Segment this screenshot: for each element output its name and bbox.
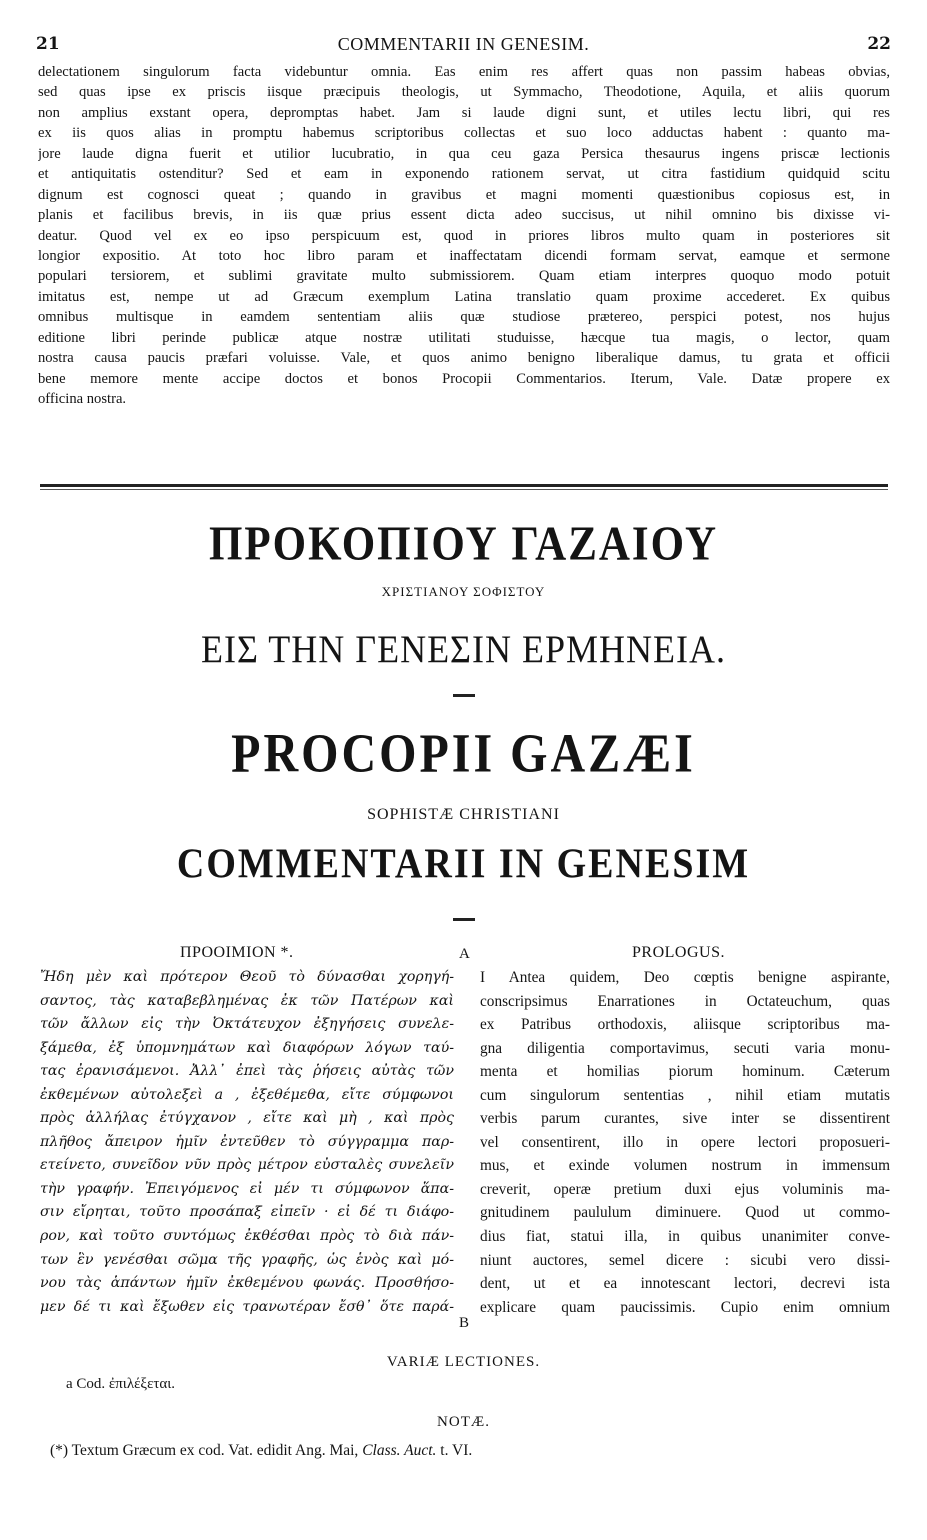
latin-subtitle: SOPHISTÆ CHRISTIANI <box>367 806 560 823</box>
text-line: μεν δέ τι καὶ ἔξωθεν εἰς τρανωτέραν ἔσθ᾽ ὅτε παρά- <box>40 1298 454 1315</box>
text-line: imitatus est, nempe ut ad Græcum exemplum Latina translatio quam proxime accederet. Ex quibus <box>38 288 890 305</box>
column-marker-a: A <box>459 946 470 962</box>
latin-column-text <box>480 966 890 1319</box>
text-line: omnibus multisque in eamdem sententiam aliis quæ studiose prætereo, perspici potest, nos hujus <box>38 309 890 326</box>
text-line: πρὸς ἀλλήλας ἐτύγχανον , εἴτε καὶ μὴ , καὶ πρὸς <box>40 1110 454 1127</box>
text-line: dent, ut et ea innotescant lectori, decrevi ista <box>480 1275 890 1293</box>
running-title: COMMENTARII IN GENESIM. <box>337 34 590 54</box>
latin-column-heading: PROLOGUS. <box>632 944 725 961</box>
text-line: menta et homilias piorum hominum. Cæterum <box>480 1063 890 1081</box>
variae-lectiones-heading: VARIÆ LECTIONES. <box>386 1354 541 1370</box>
text-line: τῶν ἄλλων εἰς τὴν Ὀκτάτευχον ἐξηγήσεις συνελε- <box>40 1016 454 1033</box>
text-line: ex iis quos alias in promptu habemus scriptoribus collectas et suo loco adductas habent : quanto ma- <box>38 125 890 142</box>
greek-subtitle: ΧΡΙΣΤΙΑΝΟΥ ΣΟΦΙΣΤΟΥ <box>381 584 546 599</box>
preface-text <box>38 62 890 409</box>
text-line: vel consentirent, illo in opere lectori proposueri- <box>480 1133 890 1151</box>
text-line: jore laude digna fuerit et utilior lucubratio, in qua ceu gaza Persica thesaurus ingens priscæ lectionis <box>38 145 890 162</box>
latin-title-line2: COMMENTARII IN GENESIM <box>176 840 751 888</box>
text-line: dius fiat, statui illa, in quibus unanimiter conve- <box>480 1228 890 1246</box>
text-line: dignum est cognosci queat ; quando in gravibus et magni momenti quæstionibus copiosus est, in <box>38 186 890 203</box>
text-line: et antiquitatis ostenditur? Sed et eam in exponendo rationem servat, ut citra fastidium quidquid scitu <box>38 166 890 183</box>
text-line: creverit, operæ pretium duxi ejus voluminis ma- <box>480 1180 890 1198</box>
text-line: τας ἐρανισάμενοι. Ἀλλ᾽ ἐπεὶ τὰς ῥήσεις αὐτὰς τῶν <box>40 1063 454 1080</box>
title-separator-2 <box>453 918 475 921</box>
text-line: populari tersiorem, et sublimi gravitate multo submissiorem. Quam etiam interpres quoquo modo potuit <box>38 268 890 285</box>
text-line: officina nostra. <box>38 391 127 407</box>
section-rule <box>40 484 888 487</box>
notae-note-suffix: t. VI. <box>440 1442 473 1459</box>
running-head <box>36 34 891 56</box>
text-line: ρον, καὶ τοῦτο συντόμως ἐκθέσθαι πρὸς τὸ διὰ πάν- <box>40 1228 454 1245</box>
text-line: νου τὰς ἁπάντων ἡμῖν ἐκθεμένου φωνάς. Προσθήσο- <box>40 1275 454 1292</box>
text-line: niunt auctores, semel dicere : sicubi vero dissi- <box>480 1251 890 1269</box>
text-line: non amplius exstant opera, depromptas habet. Jam si laude digni sunt, et utiles lectu libri, qui res <box>38 104 890 121</box>
text-line: ἐκθεμένων αὐτολεξεὶ a , ἐξεθέμεθα, εἴτε σύμφωνοι <box>40 1086 454 1103</box>
text-line: I Antea quidem, Deo cœptis benigne aspirante, <box>480 969 890 986</box>
notae-note-italic: Class. Auct. <box>362 1442 437 1459</box>
text-line: gnitudinem paululum diminuere. Quod ut commo- <box>480 1204 890 1222</box>
section-rule-thin <box>40 489 888 490</box>
latin-title: PROCOPII GAZÆI <box>231 723 696 784</box>
notae-note <box>50 1442 472 1460</box>
text-line: πλῆθος ἄπειρον ἡμῖν ἐντεῦθεν τὸ σύγγραμμα παρ- <box>40 1133 454 1150</box>
variae-lectiones-note: a Cod. ἐπιλέξεται. <box>66 1376 176 1392</box>
text-line: των ἓν γενέσθαι σῶμα τῆς γραφῆς, ὡς ἑνὸς καὶ μό- <box>40 1251 454 1268</box>
notae-heading: NOTÆ. <box>437 1414 490 1430</box>
text-line: sed quas ipse ex priscis iisque præcipuis theologis, ut Symmacho, Theodotione, Aquila, et aliis quorum <box>38 84 890 101</box>
text-line: σιν εἴρηται, τοῦτο προσάπαξ εἰπεῖν · εἰ δέ τι διάφο- <box>40 1204 454 1221</box>
greek-title-line2: ΕΙΣ ΤΗΝ ΓΕΝΕΣΙΝ ΕΡΜΗΝΕΙΑ. <box>201 627 726 671</box>
text-line: editione libri perinde publicæ atque nostræ utilitati studuisse, hæcque tua magis, o lector, quam <box>38 329 890 346</box>
text-line: Ἤδη μὲν καὶ πρότερον Θεοῦ τὸ δύνασθαι χορηγή- <box>40 969 454 985</box>
text-line: σαντος, τὰς καταβεβλημένας ἐκ τῶν Πατέρων καὶ <box>40 992 454 1009</box>
text-line: planis et facilibus brevis, in iis quæ prius essent dicta adeo succisus, ut nihil omnino bis dixisse vi- <box>38 207 890 224</box>
greek-column-heading: ΠΡΟΟΙΜΙΟΝ *. <box>180 944 294 961</box>
notae-note-prefix: (*) Textum Græcum ex cod. Vat. edidit Ang. Mai, <box>50 1442 359 1459</box>
text-line: ξάμεθα, ἐξ ὑπομνημάτων καὶ διαφόρων λόγων ταύ- <box>40 1039 454 1056</box>
text-line: longior expositio. At toto hoc libro param et inaffectatam dicendi formam servat, eamque et sermone <box>38 247 890 264</box>
text-line: cum singulorum sententias , nihil etiam mutatis <box>480 1086 890 1104</box>
page-number-right: 22 <box>867 34 891 54</box>
text-line: gna diligentia comportavimus, secuti varia monu- <box>480 1039 890 1057</box>
text-line: deatur. Quod vel ex eo ipso perspicuum est, quod in priores libros multo quam in posteriores sit <box>38 227 890 244</box>
text-line: τὴν γραφήν. Ἐπειγόμενος εἰ μέν τι σύμφωνον ἅπα- <box>40 1180 454 1197</box>
text-line: ετείνετο, συνεῖδον νῦν πρὸς μέτρον εὐσταλὲς συνελεῖν <box>40 1157 454 1174</box>
page-number-left: 21 <box>36 34 60 54</box>
text-line: conscripsimus Enarrationes in Octateuchum, quas <box>480 992 890 1010</box>
greek-title: ΠΡΟΚΟΠΙΟΥ ΓΑΖΑΙΟΥ <box>208 518 719 571</box>
text-line: delectationem singulorum facta videbuntur omnia. Eas enim res affert quas non passim habeas obvias, <box>38 64 890 80</box>
greek-column-text <box>40 966 454 1319</box>
title-separator <box>453 694 475 697</box>
text-line: nostra causa paucis præfari voluisse. Vale, et quos animo benigno liberalique damus, tu grata et officii <box>38 350 890 367</box>
text-line: bene memore mente accipe doctos et bonos Procopii Commentarios. Iterum, Vale. Datæ propere ex <box>38 370 890 387</box>
column-marker-b: B <box>459 1315 470 1331</box>
text-line: ex Patribus orthodoxis, aliisque scriptoribus ma- <box>480 1016 890 1034</box>
text-line: mus, et exinde volumen nostrum in immensum <box>480 1157 890 1175</box>
text-line: explicare quam paucissimis. Cupio enim omnium <box>480 1298 890 1316</box>
text-line: verbis parum curantes, sive inter se dissentirent <box>480 1110 890 1128</box>
